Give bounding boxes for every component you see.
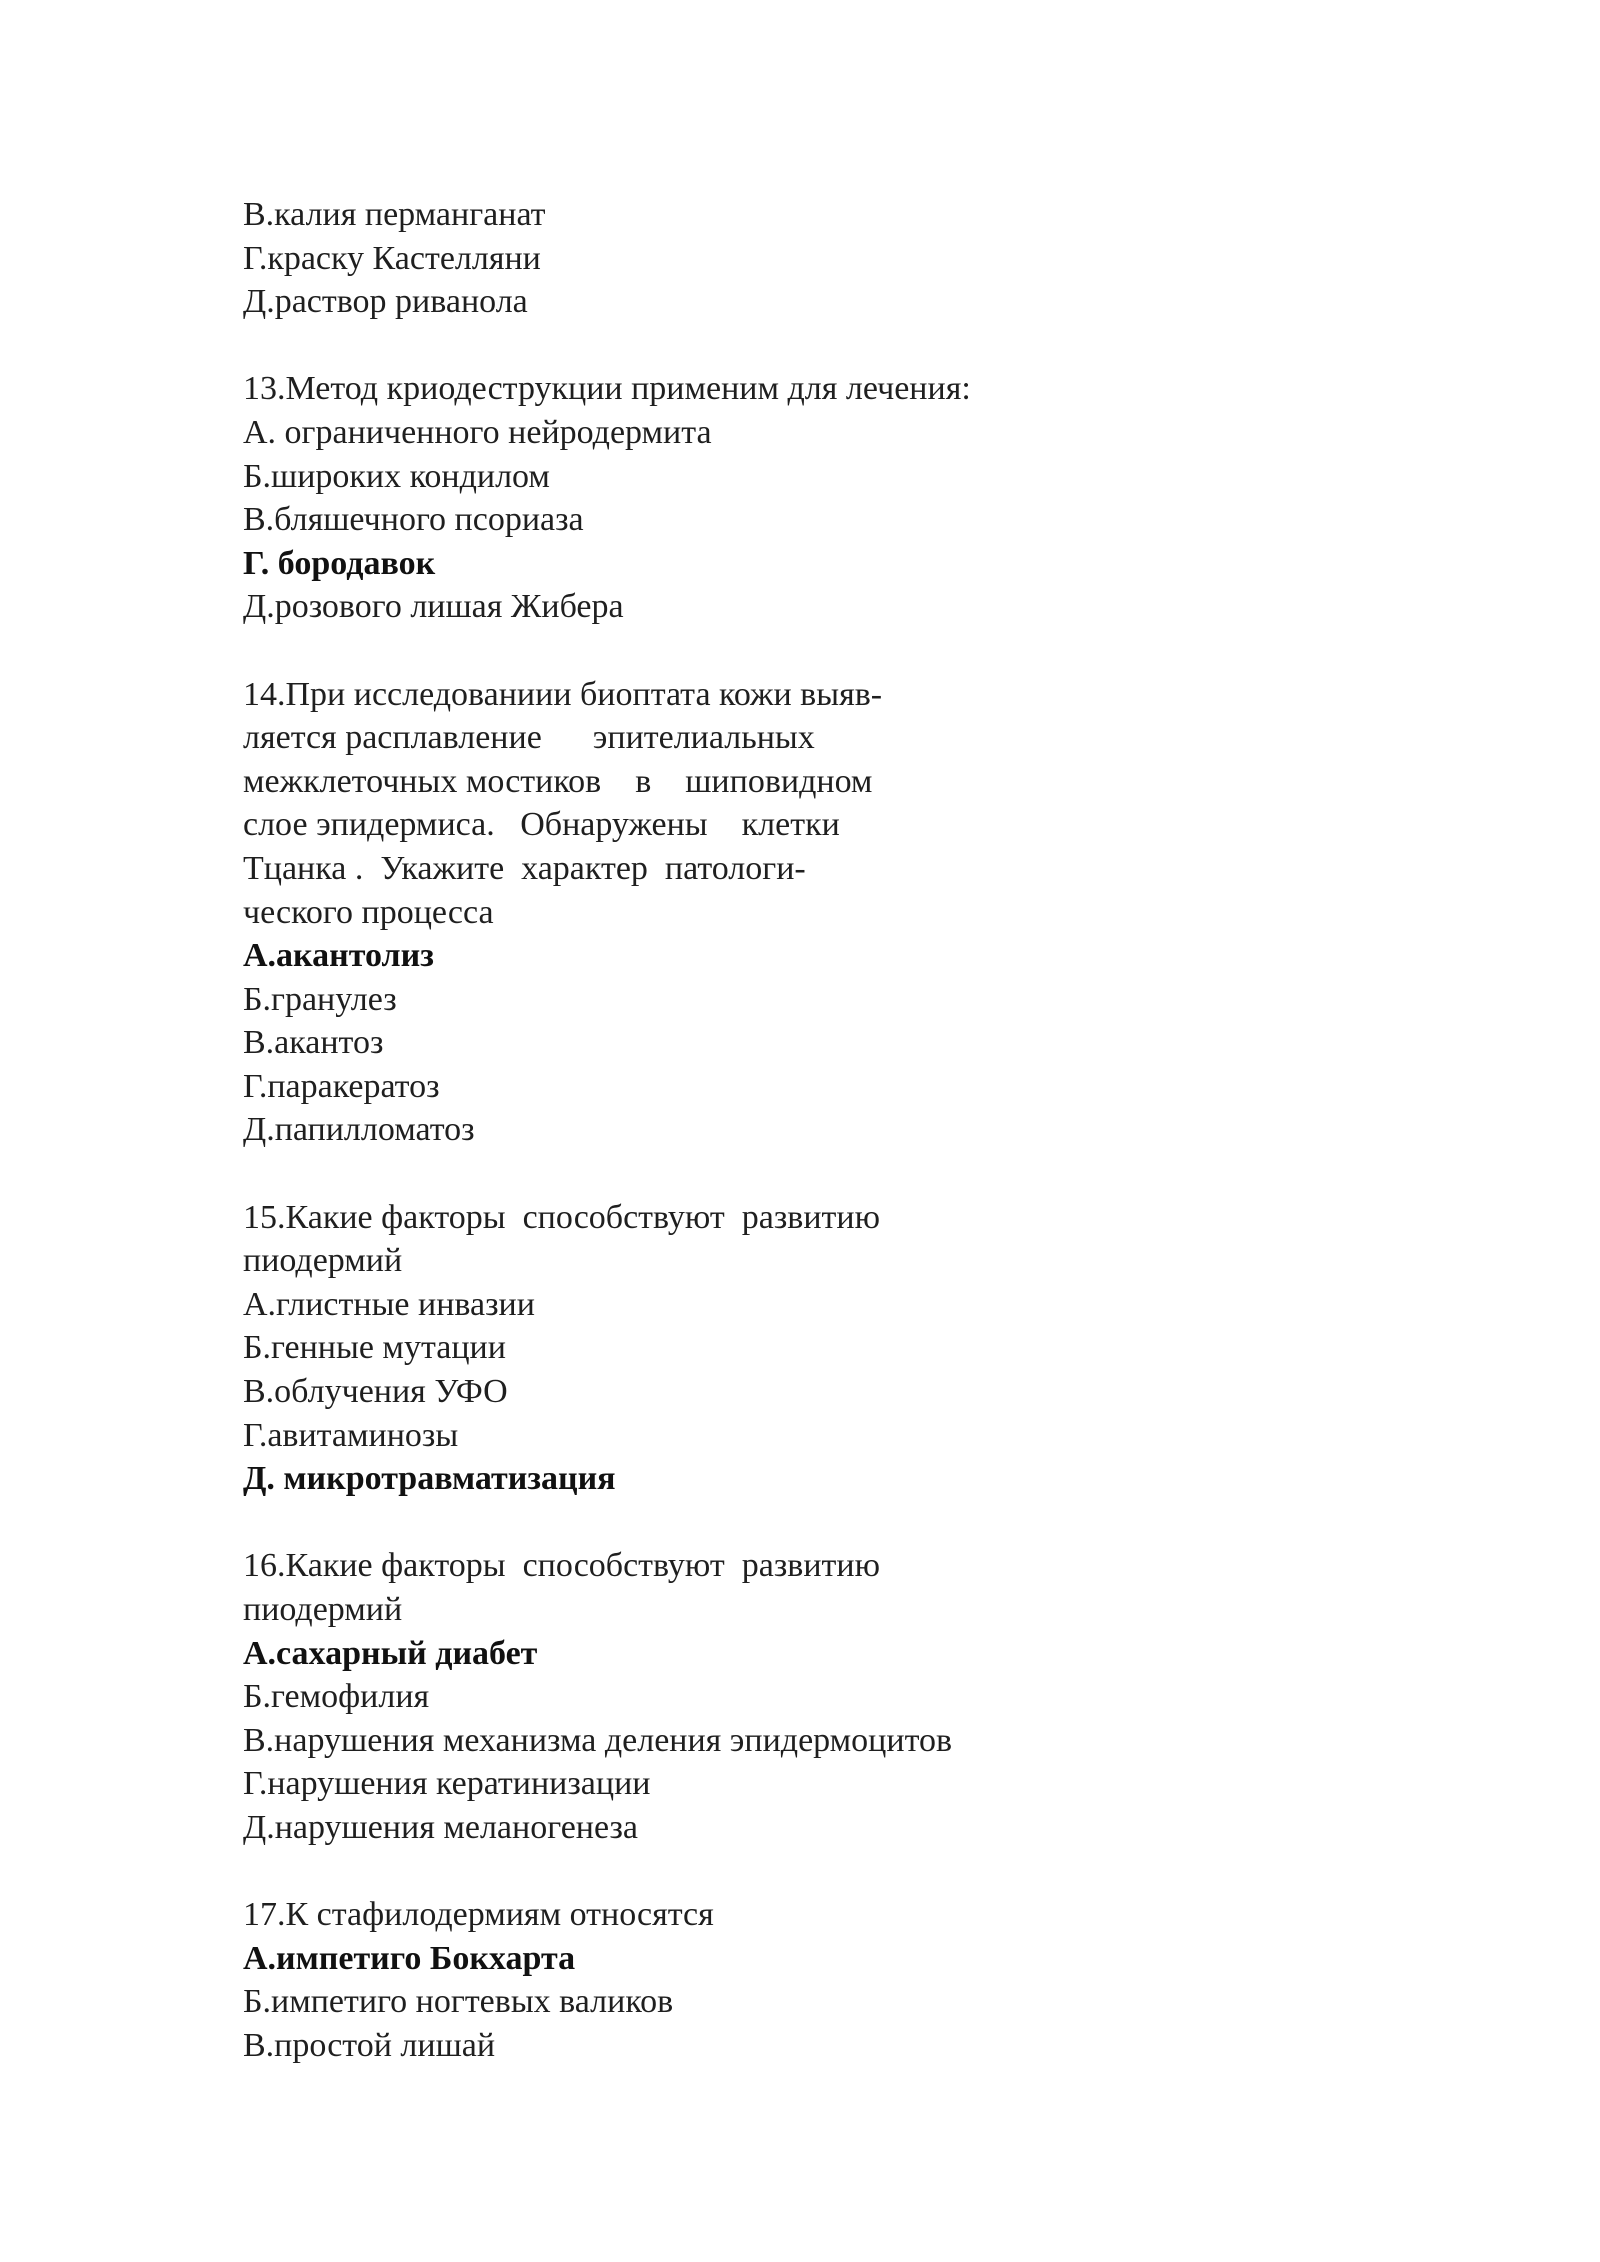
answer-option: В.калия перманганат [243, 196, 546, 233]
paragraph-spacer [243, 1501, 1393, 1545]
answer-option: Г.авитаминозы [243, 1416, 459, 1454]
answer-option: В.бляшечного псориаза [243, 501, 584, 539]
answer-option: В.нарушения механизма деления эпидермоцитов [243, 1721, 953, 1759]
answer-option: Д.нарушения меланогенеза [243, 1808, 639, 1846]
answer-option: Б.гемофилия [243, 1678, 430, 1716]
answer-option: Б.гранулез [243, 980, 397, 1018]
paragraph-spacer [243, 629, 1393, 673]
answer-option: Б.широких кондилом [243, 457, 550, 495]
question-text: 15.Какие факторы способствуют развитию [243, 1198, 880, 1236]
question-block-q13 [243, 367, 1393, 629]
question-block-q16 [243, 1544, 1393, 1849]
correct-answer-option: Г. бородавок [243, 544, 436, 582]
question-text-continuation: Тцанка . Укажите характер патологи- [243, 849, 806, 887]
question-text: 16.Какие факторы способствуют развитию [243, 1547, 880, 1585]
answer-option: Д.папилломатоз [243, 1111, 475, 1149]
answer-option: В.акантоз [243, 1024, 384, 1062]
question-block-q12-tail [243, 193, 1393, 324]
answer-option: В.облучения УФО [243, 1373, 508, 1411]
answer-option: Г.паракератоз [243, 1067, 440, 1105]
correct-answer-option: Д. микротравматизация [243, 1460, 616, 1498]
question-block-q15 [243, 1196, 1393, 1501]
question-text: 13.Метод криодеструкции применим для лечения: [243, 370, 971, 408]
correct-answer-option: А.импетиго Бокхарта [243, 1939, 576, 1977]
answer-option: Б.импетиго ногтевых валиков [243, 1983, 674, 2021]
question-block-q14 [243, 673, 1393, 1153]
correct-answer-option: А.сахарный диабет [243, 1634, 538, 1672]
question-text-continuation: пиодермий [243, 1591, 403, 1628]
question-text-continuation: межклеточных мостиков в шиповидном [243, 762, 873, 800]
question-text: 17.К стафилодермиям относятся [243, 1896, 714, 1934]
paragraph-spacer [243, 1152, 1393, 1196]
paragraph-spacer [243, 324, 1393, 368]
answer-option: Г.нарушения кератинизации [243, 1765, 651, 1803]
answer-option: В.простой лишай [243, 2026, 496, 2064]
question-text-continuation: ческого процесса [243, 893, 494, 931]
answer-option: А.глистные инвазии [243, 1285, 535, 1323]
question-text-continuation: пиодермий [243, 1242, 403, 1280]
answer-option: Г.краску Кастелляни [243, 239, 541, 277]
answer-option: А. ограниченного нейродермита [243, 413, 712, 451]
question-list [243, 193, 1393, 2068]
question-block-q17 [243, 1893, 1393, 2067]
paragraph-spacer [243, 1850, 1393, 1894]
answer-option: Д.розового лишая Жибера [243, 588, 624, 626]
answer-option: Б.генные мутации [243, 1329, 506, 1367]
question-text-continuation: ляется расплавление эпителиальных [243, 719, 815, 757]
question-text: 14.При исследованиии биоптата кожи выяв- [243, 675, 883, 713]
answer-option: Д.раствор риванола [243, 283, 528, 321]
correct-answer-option: А.акантолиз [243, 937, 434, 975]
question-text-continuation: слое эпидермиса. Обнаружены клетки [243, 806, 840, 844]
